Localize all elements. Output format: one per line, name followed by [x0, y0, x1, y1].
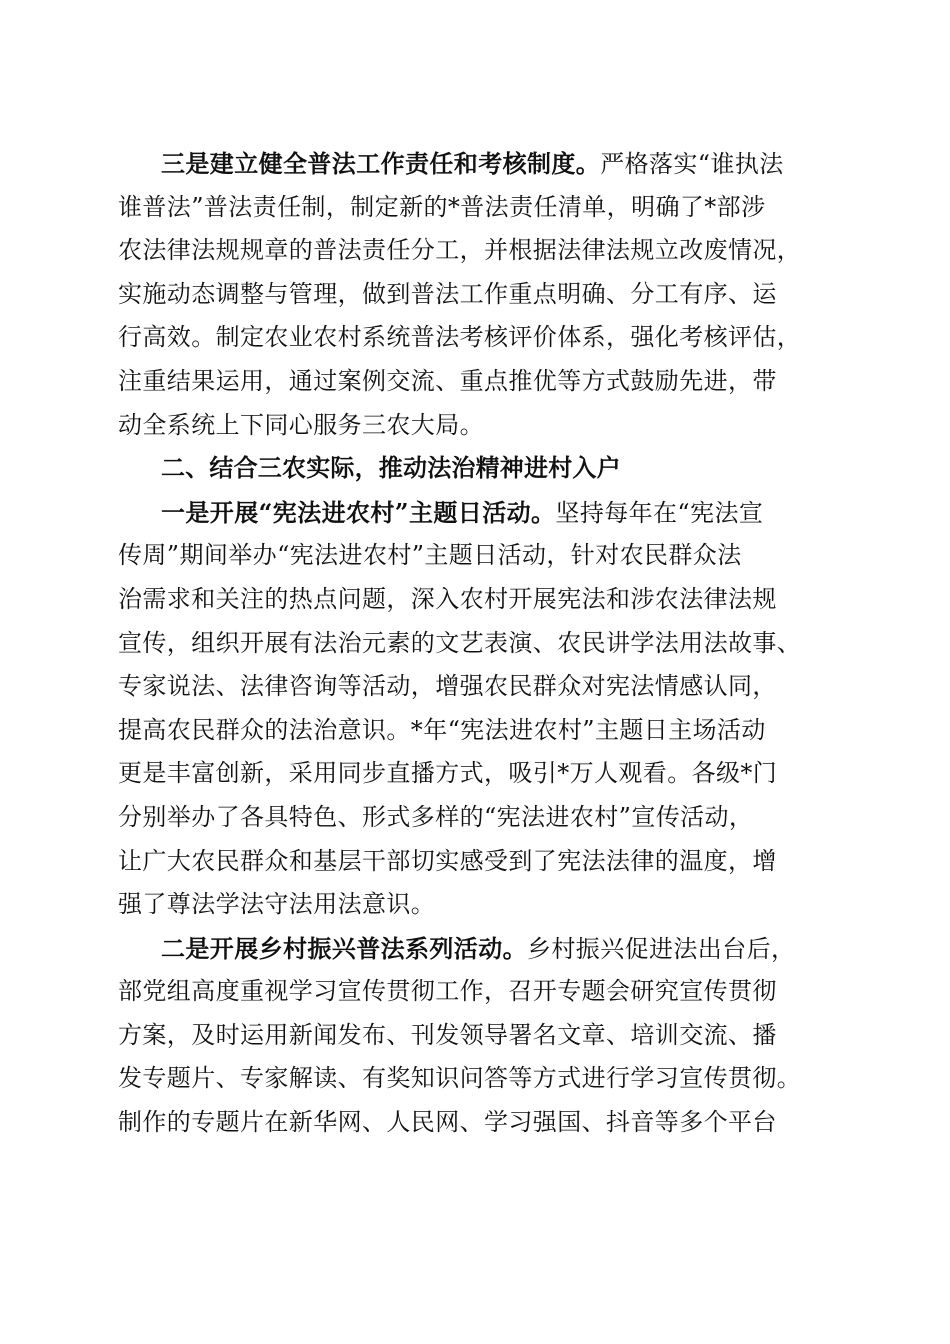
paragraph-1-line-4: 实施动态调整与管理，做到普法工作重点明确、分工有序、运 — [118, 279, 777, 308]
paragraph-1-line-3: 农法律法规规章的普法责任分工，并根据法律法规立改废情况， — [118, 236, 802, 265]
paragraph-1-line-1-rest: 严格落实“谁执法 — [600, 150, 784, 178]
paragraph-2-line-10: 强了尊法学法守法用法意识。 — [118, 890, 436, 919]
paragraph-3-line-2: 部党组高度重视学习宣传贯彻工作，召开专题会研究宣传贯彻 — [118, 977, 777, 1006]
paragraph-2-line-1 — [118, 491, 834, 535]
paragraph-1-line-6: 注重结果运用，通过案例交流、重点推优等方式鼓励先进，带 — [118, 366, 777, 395]
paragraph-1-line-2: 谁普法”普法责任制，制定新的*普法责任清单，明确了*部涉 — [118, 192, 766, 221]
paragraph-3-line-4: 发专题片、专家解读、有奖知识问答等方式进行学习宣传贯彻。 — [118, 1064, 802, 1093]
paragraph-3-line-1-rest: 乡村振兴促进法出台后， — [527, 934, 796, 963]
paragraph-2-line-3: 治需求和关注的热点问题，深入农村开展宪法和涉农法律法规 — [118, 584, 777, 613]
paragraph-2-line-9: 让广大农民群众和基层干部切实感受到了宪法法律的温度，增 — [118, 846, 777, 875]
paragraph-2-line-7: 更是丰富创新，采用同步直播方式，吸引*万人观看。各级*门 — [118, 759, 778, 788]
paragraph-2-lead: 一是开展“宪法进农村”主题日活动。 — [161, 497, 556, 527]
paragraph-3-line-1 — [118, 927, 834, 971]
paragraph-2-line-6: 提高农民群众的法治意识。*年“宪法进农村”主题日主场活动 — [118, 715, 766, 744]
paragraph-2-line-2: 传周”期间举办“宪法进农村”主题日活动，针对农民群众法 — [118, 541, 742, 570]
paragraph-1-line-7: 动全系统上下同心服务三农大局。 — [118, 410, 484, 439]
paragraph-3-line-5: 制作的专题片在新华网、人民网、学习强国、抖音等多个平台 — [118, 1108, 777, 1137]
document-body — [118, 142, 834, 1145]
paragraph-1-lead: 三是建立健全普法工作责任和考核制度。 — [161, 149, 601, 178]
paragraph-1-line-5: 行高效。制定农业农村系统普法考核评价体系，强化考核评估， — [118, 323, 802, 352]
paragraph-2-line-1-rest: 坚持每年在“宪法宣 — [555, 498, 764, 527]
section-heading: 二、结合三农实际，推动法治精神进村入户 — [161, 454, 621, 483]
paragraph-2-line-8: 分别举办了各具特色、形式多样的“宪法进农村”宣传活动， — [118, 802, 754, 831]
paragraph-2-line-4: 宣传，组织开展有法治元素的文艺表演、农民讲学法用法故事、 — [118, 628, 802, 657]
paragraph-2-line-5: 专家说法、法律咨询等活动，增强农民群众对宪法情感认同， — [118, 672, 777, 701]
paragraph-3-lead: 二是开展乡村振兴普法系列活动。 — [161, 933, 527, 963]
paragraph-1-line-1 — [118, 142, 834, 186]
paragraph-3-line-3: 方案，及时运用新闻发布、刊发领导署名文章、培训交流、播 — [118, 1020, 777, 1049]
